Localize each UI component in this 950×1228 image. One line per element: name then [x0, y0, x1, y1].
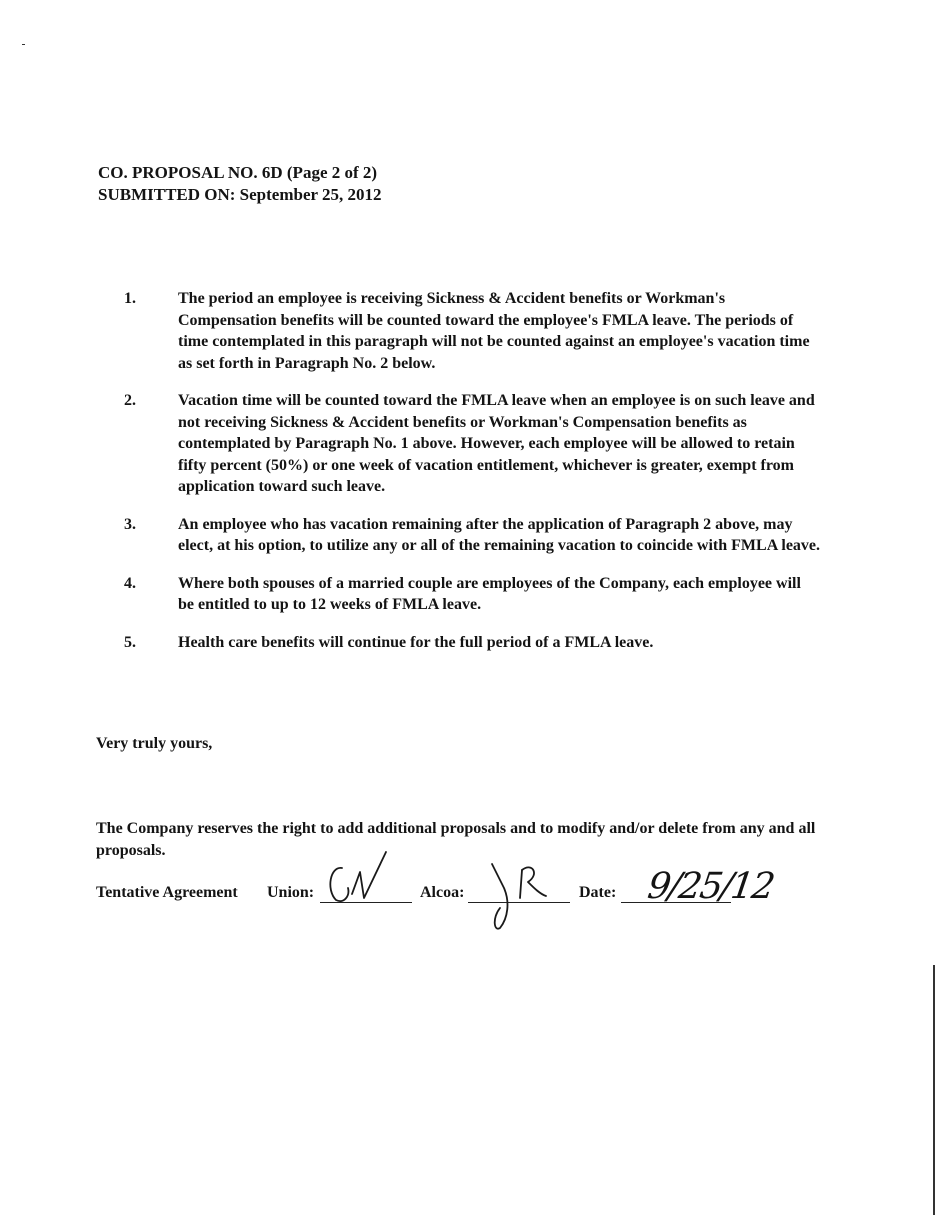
reservation-clause: The Company reserves the right to add additional proposals and to modify and/or delete from any and all proposals.: [96, 820, 816, 859]
date-label: Date:: [579, 884, 617, 901]
union-label: Union:: [267, 884, 315, 901]
handwritten-date: 9/25/12: [645, 866, 776, 907]
item-number: 4.: [124, 574, 136, 592]
proposal-header: [98, 162, 382, 206]
alcoa-signature: [488, 858, 558, 938]
item-number: 5.: [124, 633, 136, 651]
scan-edge-line: [933, 965, 935, 1215]
item-text: Health care benefits will continue for the full period of a FMLA leave.: [178, 633, 654, 651]
proposal-items: [120, 288, 820, 669]
alcoa-label: Alcoa:: [420, 884, 465, 901]
tentative-agreement-label: Tentative Agreement: [96, 884, 238, 901]
union-signature: [324, 850, 414, 910]
item-text: The period an employee is receiving Sickness & Accident benefits or Workman's Compensation benefits will be counted toward the employee's FMLA leave. The periods of time contemplated in this paragraph will not be counted against an employee's vacation time as set forth in Paragraph No. 2 below.: [178, 290, 810, 372]
proposal-item: [120, 632, 820, 654]
closing-salutation: Very truly yours,: [96, 735, 213, 752]
proposal-item: [120, 573, 820, 616]
item-text: An employee who has vacation remaining after the application of Paragraph 2 above, may elect, at his option, to utilize any or all of the remaining vacation to coincide with FMLA leave.: [178, 515, 821, 554]
proposal-number: CO. PROPOSAL NO. 6D (Page 2 of 2): [98, 163, 378, 182]
proposal-item: [120, 514, 820, 557]
item-text: Where both spouses of a married couple are employees of the Company, each employee will be entitled to up to 12 weeks of FMLA leave.: [178, 574, 801, 613]
proposal-item: [120, 390, 820, 498]
item-number: 3.: [124, 515, 136, 533]
submitted-date: SUBMITTED ON: September 25, 2012: [98, 185, 382, 204]
item-text: Vacation time will be counted toward the FMLA leave when an employee is on such leave and not receiving Sickness & Accident benefits or Workman's Compensation benefits as contemplated by Paragraph No. 1 above. However, each employee will be allowed to retain fifty percent (50%) or one week of vacation entitlement, whichever is greater, exempt from application toward such leave.: [178, 392, 815, 495]
scan-speck: [22, 44, 25, 45]
proposal-item: [120, 288, 820, 374]
signature-block: [96, 866, 816, 940]
item-number: 1.: [124, 290, 136, 307]
item-number: 2.: [124, 392, 136, 409]
